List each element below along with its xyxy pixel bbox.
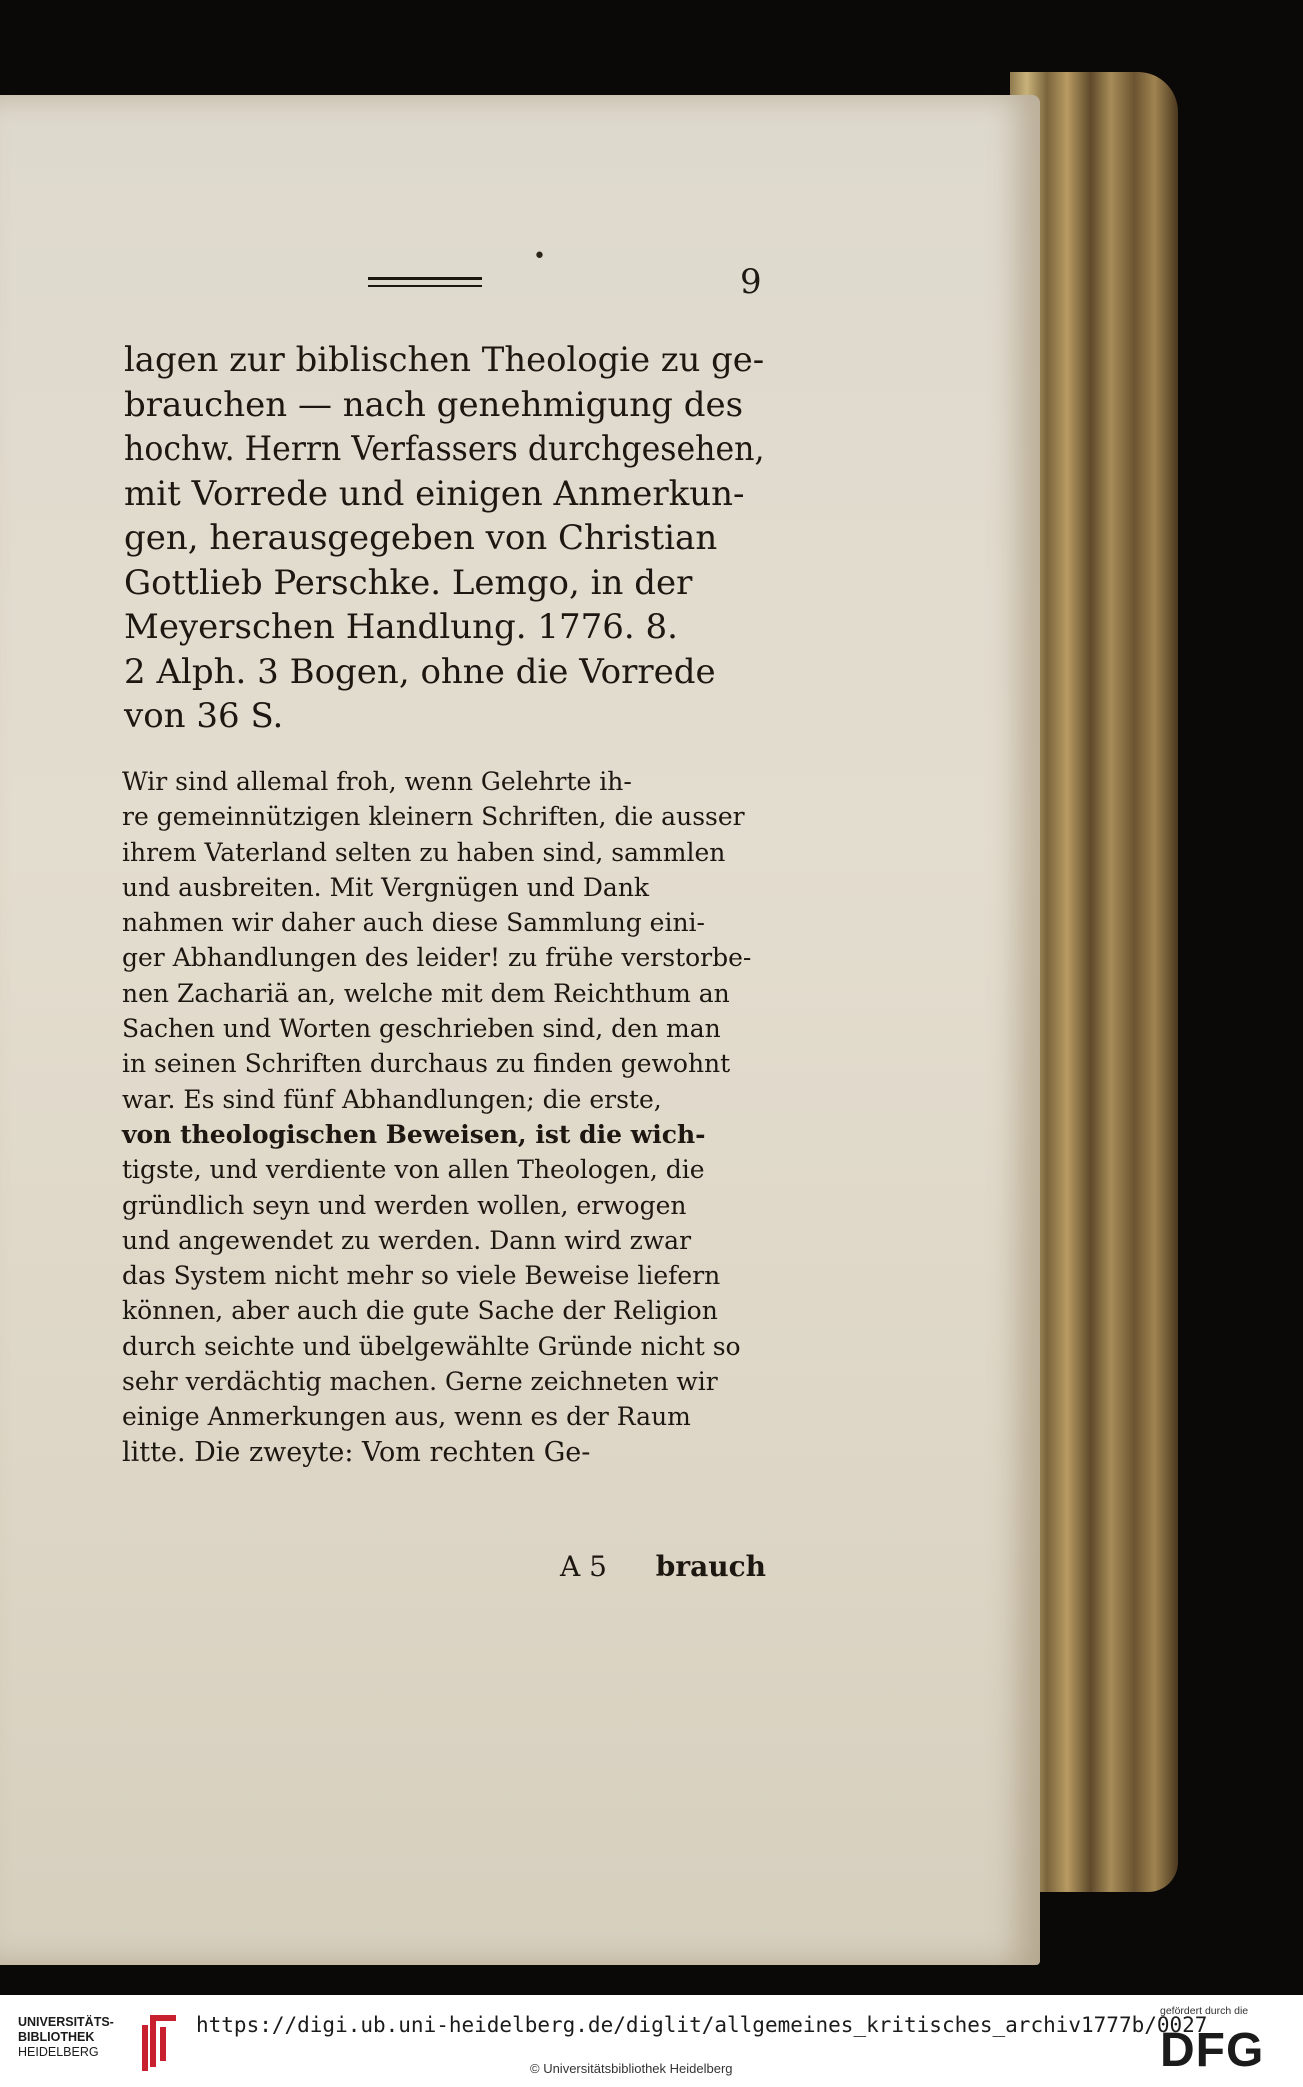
library-name-line: HEIDELBERG bbox=[18, 2045, 99, 2059]
body-line: ger Abhandlungen des leider! zu frühe verstorbe- bbox=[122, 943, 752, 973]
body-line: nahmen wir daher auch diese Sammlung eini- bbox=[122, 908, 705, 938]
copyright-notice: © Universitätsbibliothek Heidelberg bbox=[530, 2061, 733, 2076]
title-line: von 36 S. bbox=[124, 696, 284, 736]
body-line: können, aber auch die gute Sache der Religion bbox=[122, 1296, 718, 1326]
book-title-block bbox=[124, 338, 764, 739]
title-line: brauchen — nach genehmigung des bbox=[124, 384, 744, 425]
body-line: von theologischen Beweisen, ist die wich- bbox=[122, 1119, 706, 1149]
permalink-url[interactable]: https://digi.ub.uni-heidelberg.de/diglit/allgemeines_kritisches_archiv1777b/0027 bbox=[196, 2013, 1208, 2037]
body-line: litte. Die zweyte: Vom rechten Ge- bbox=[122, 1436, 591, 1468]
body-line: war. Es sind fünf Abhandlungen; die erste, bbox=[122, 1084, 662, 1114]
header-rule bbox=[368, 277, 482, 287]
body-line: durch seichte und übelgewählte Gründe nicht so bbox=[122, 1331, 741, 1361]
page-number: 9 bbox=[740, 262, 762, 302]
library-name-line: BIBLIOTHEK bbox=[18, 2030, 95, 2044]
title-line: 2 Alph. 3 Bogen, ohne die Vorrede bbox=[124, 651, 716, 692]
funder-caption: gefördert durch die bbox=[1160, 2005, 1249, 2017]
body-line: re gemeinnützigen kleinern Schriften, die ausser bbox=[122, 802, 745, 832]
body-line: einige Anmerkungen aus, wenn es der Raum bbox=[122, 1402, 691, 1432]
body-line: Sachen und Worten geschrieben sind, den man bbox=[122, 1014, 721, 1044]
body-line: und ausbreiten. Mit Vergnügen und Dank bbox=[122, 872, 650, 902]
body-line: Wir sind allemal froh, wenn Gelehrte ih- bbox=[122, 767, 632, 796]
title-line: mit Vorrede und einigen Anmerkun- bbox=[124, 473, 745, 514]
title-line: hochw. Herrn Verfassers durchgesehen, bbox=[124, 429, 765, 469]
signature-line bbox=[122, 1550, 772, 1590]
title-line: Gottlieb Perschke. Lemgo, in der bbox=[124, 562, 693, 603]
header-dot: • bbox=[533, 244, 546, 269]
library-name bbox=[18, 2015, 136, 2060]
title-line: gen, herausgegeben von Christian bbox=[124, 518, 718, 558]
body-line: das System nicht mehr so viele Beweise liefern bbox=[122, 1261, 721, 1291]
viewer-footer bbox=[0, 1995, 1303, 2087]
body-line: sehr verdächtig machen. Gerne zeichneten wir bbox=[122, 1367, 718, 1397]
library-logo-icon bbox=[136, 2011, 180, 2073]
body-line: tigste, und verdiente von allen Theologen, die bbox=[122, 1155, 705, 1185]
body-line: und angewendet zu werden. Dann wird zwar bbox=[122, 1225, 692, 1255]
body-line: in seinen Schriften durchaus zu finden gewohnt bbox=[122, 1049, 731, 1079]
title-line: lagen zur biblischen Theologie zu ge- bbox=[124, 340, 765, 380]
body-line: ihrem Vaterland selten zu haben sind, sammlen bbox=[122, 837, 726, 867]
library-name-line: UNIVERSITÄTS- bbox=[18, 2015, 114, 2029]
review-body-text bbox=[122, 764, 772, 1470]
signature-mark: A 5 bbox=[560, 1550, 607, 1583]
title-line: Meyerschen Handlung. 1776. 8. bbox=[124, 607, 678, 647]
catchword: brauch bbox=[655, 1550, 766, 1583]
dfg-logo: DFG bbox=[1160, 2024, 1265, 2077]
body-line: gründlich seyn und werden wollen, erwogen bbox=[122, 1190, 687, 1220]
body-line: nen Zachariä an, welche mit dem Reichthum an bbox=[122, 978, 730, 1008]
